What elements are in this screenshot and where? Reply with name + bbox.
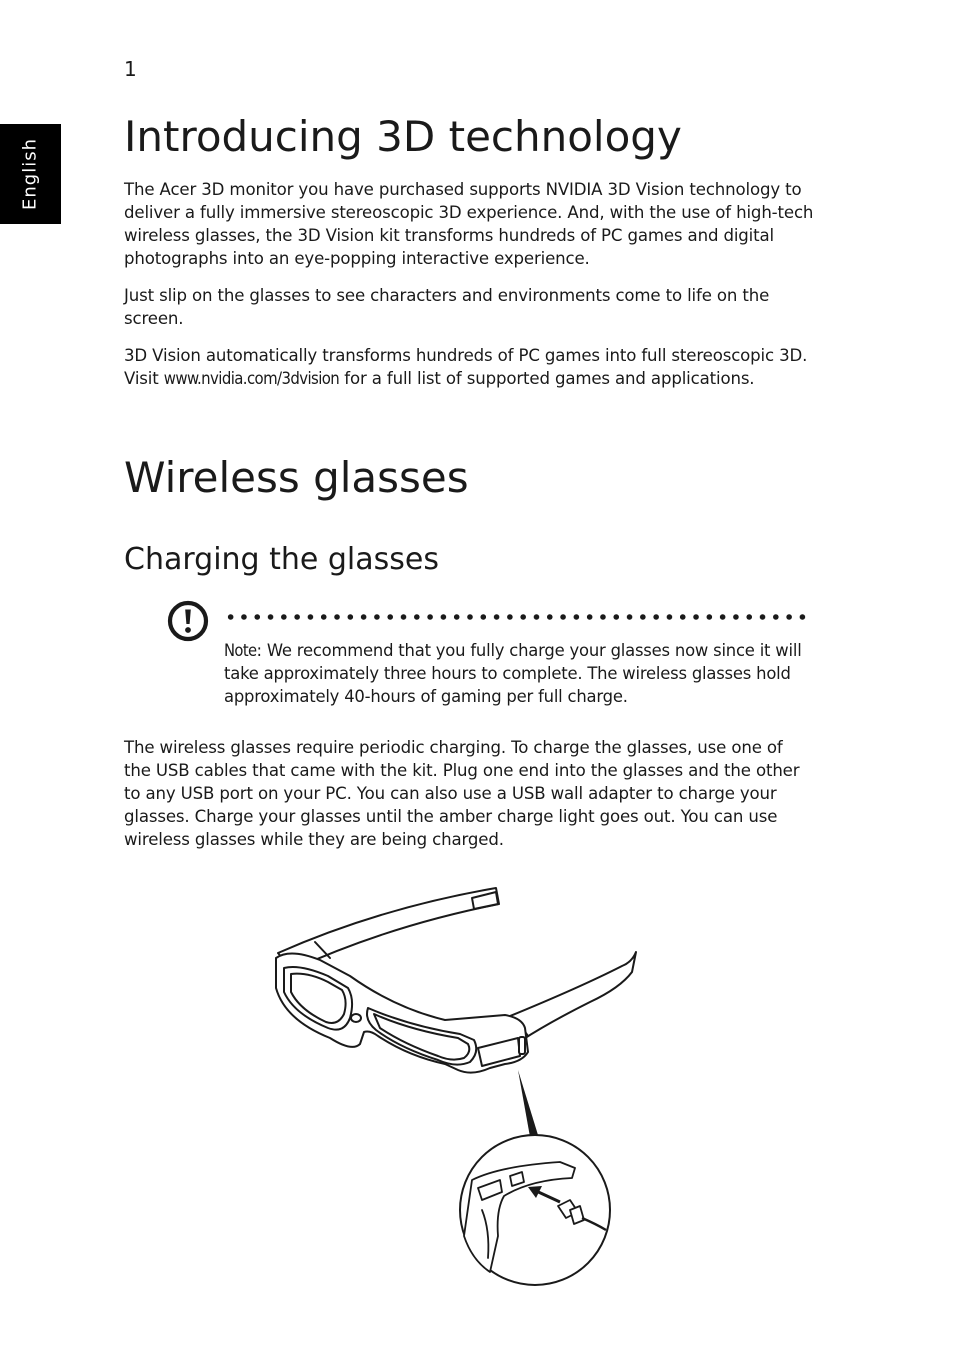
intro-paragraph-1: The Acer 3D monitor you have purchased supports NVIDIA 3D Vision technology to deliver a fully immersive stereoscopic 3D experience. And, with the use of high-tech wireless glasses, the 3D Vision kit transforms hundreds of PC games and digital photographs into an eye-popping interactive experience.	[124, 180, 814, 268]
intro-paragraph-3-end: for a full list of supported games and applications.	[339, 369, 755, 388]
subsection-title-charging: Charging the glasses	[124, 542, 439, 577]
section-title-introducing: Introducing 3D technology	[124, 112, 682, 161]
section-title-wireless-glasses: Wireless glasses	[124, 453, 469, 502]
page-number: 1	[124, 57, 137, 81]
wireless-glasses-usb-illustration	[260, 880, 650, 1290]
language-tab-label: English	[19, 138, 41, 210]
note-label: Note	[224, 641, 257, 660]
intro-paragraph-3-start: 3D Vision automatically transforms hundreds of PC games into full stereoscopic 3D. Visit	[124, 346, 808, 388]
note-body: : We recommend that you fully charge your glasses now since it will take approximately three hours to complete. The wireless glasses hold approximately 40-hours of gaming per full charge.	[224, 641, 802, 706]
nvidia-3dvision-link[interactable]: www.nvidia.com/3dvision	[163, 369, 340, 388]
note-text	[224, 639, 814, 708]
intro-paragraph-2: Just slip on the glasses to see characters and environments come to life on the screen.	[124, 286, 770, 328]
language-tab	[0, 124, 61, 224]
note-dotted-divider	[224, 614, 810, 620]
exclamation-circle-icon	[167, 600, 209, 642]
charging-paragraph: The wireless glasses require periodic charging. To charge the glasses, use one of the USB cables that came with the kit. Plug one end into the glasses and the other to any USB port on your PC. You can also use a USB wall adapter to charge your glasses. Charge your glasses until the amber charge light goes out. You can use wireless glasses while they are being charged.	[124, 738, 800, 849]
intro-paragraph-3	[124, 344, 814, 390]
